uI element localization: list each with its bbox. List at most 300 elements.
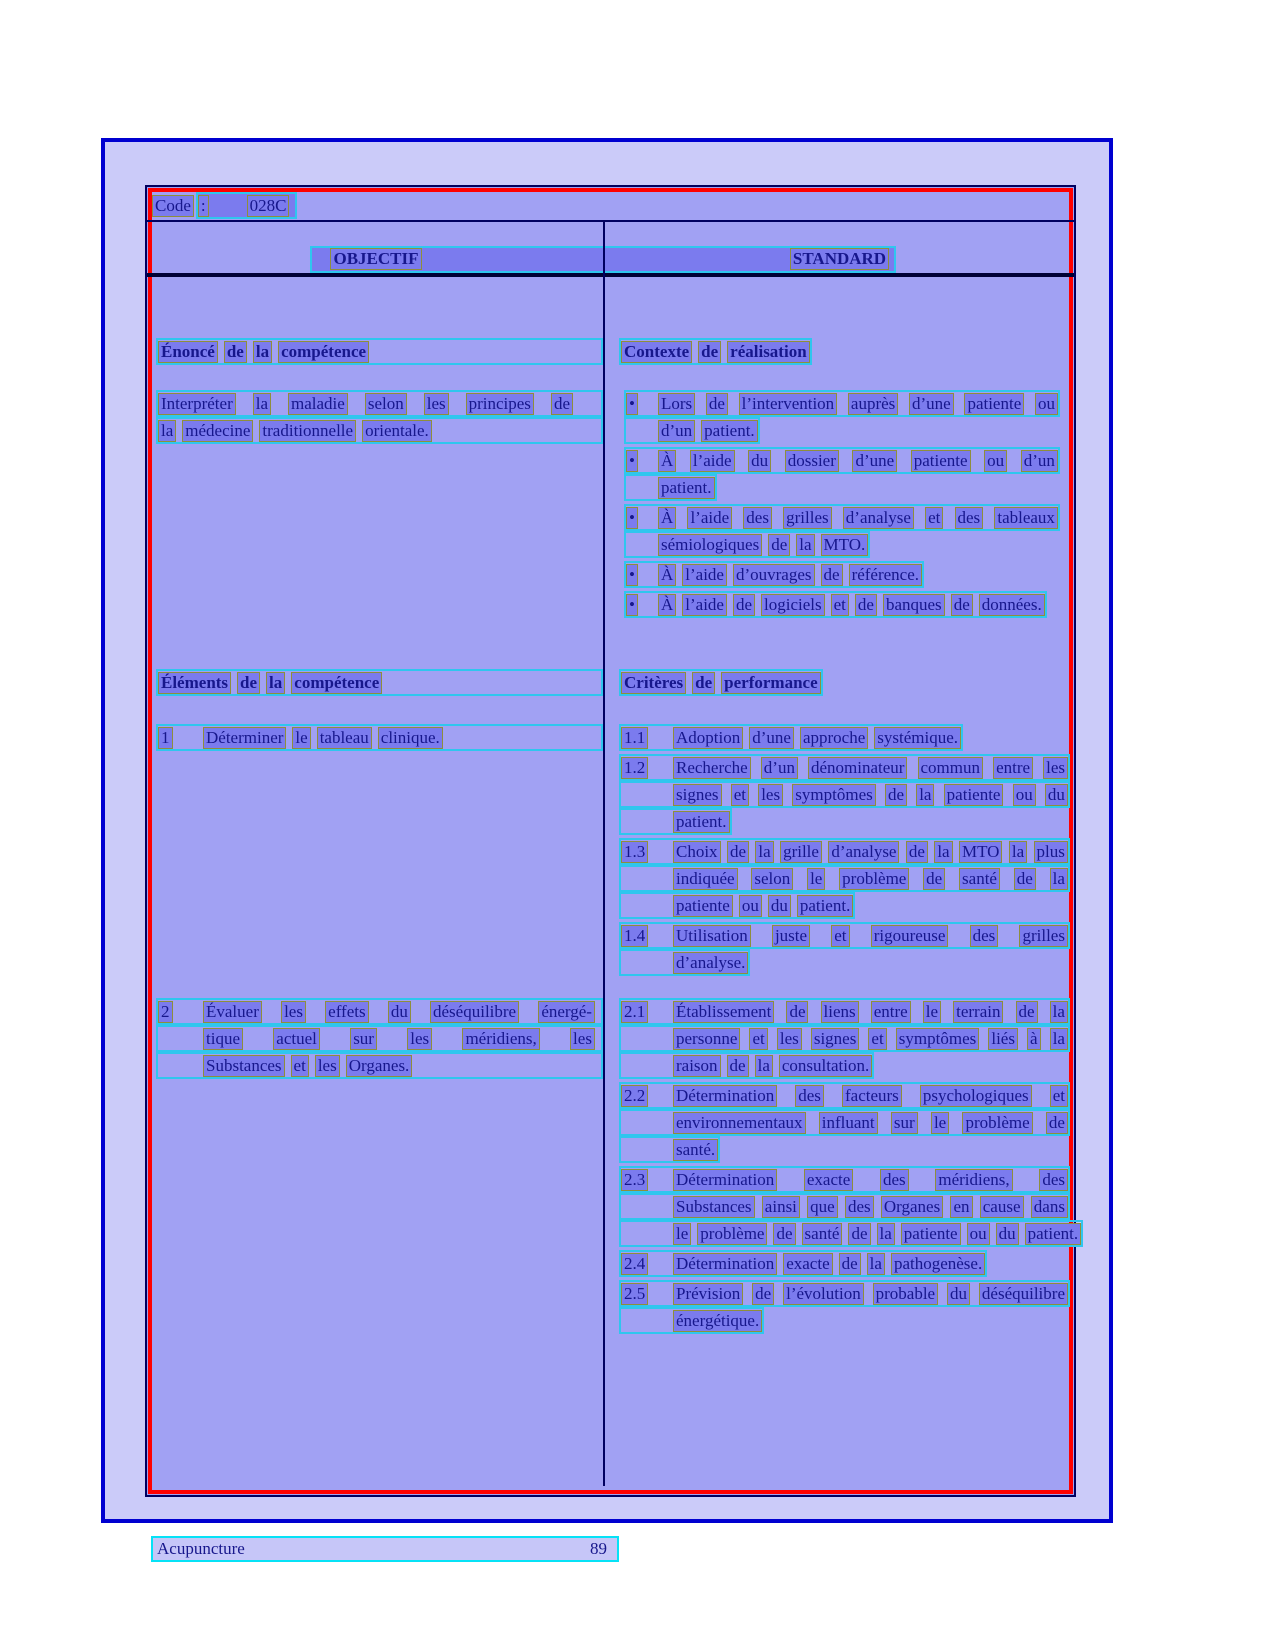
text-line — [619, 1166, 1070, 1193]
text-line — [624, 531, 870, 558]
word: terrain — [953, 1001, 1003, 1023]
numbered-item — [619, 922, 1070, 976]
word: raison — [673, 1055, 721, 1077]
word: les — [758, 784, 783, 806]
word: maladie — [288, 393, 348, 415]
word: de — [855, 594, 877, 616]
word: de — [727, 841, 749, 863]
word: la — [877, 1223, 895, 1245]
text-line — [619, 949, 750, 976]
word: la — [1050, 1001, 1068, 1023]
numbered-item — [619, 1166, 1083, 1247]
text-line — [619, 724, 963, 751]
text-line — [156, 669, 603, 696]
word: de — [237, 672, 260, 694]
word: 2.3 — [621, 1169, 648, 1191]
text-line — [619, 338, 812, 365]
word: principes — [466, 393, 534, 415]
word: d’un — [1021, 450, 1058, 472]
word: d’une — [852, 450, 897, 472]
word: et — [291, 1055, 309, 1077]
text-line — [156, 998, 603, 1025]
word: exacte — [804, 1169, 853, 1191]
word: du — [768, 895, 791, 917]
word: d’une — [749, 727, 794, 749]
word: et — [868, 1028, 886, 1050]
word: les — [315, 1055, 340, 1077]
item-number — [158, 727, 203, 749]
word: le — [923, 1001, 941, 1023]
code-value: 028C — [247, 195, 290, 217]
word: et — [831, 925, 849, 947]
numbered-item — [619, 1250, 1083, 1277]
word: de — [773, 1223, 795, 1245]
word: patient. — [1025, 1223, 1082, 1245]
word: 2.5 — [621, 1283, 648, 1305]
word: Utilisation — [673, 925, 751, 947]
word: l’aide — [690, 450, 735, 472]
competency-element — [156, 724, 603, 754]
text-line — [619, 1136, 720, 1163]
word: Établissement — [673, 1001, 774, 1023]
word: Éléments — [158, 672, 231, 694]
word: Choix — [673, 841, 721, 863]
word: sémiologiques — [658, 534, 762, 556]
word: symptômes — [896, 1028, 979, 1050]
word: Détermination — [673, 1169, 777, 1191]
word: consultation. — [779, 1055, 872, 1077]
numbered-item — [619, 1280, 1083, 1334]
text-line — [619, 865, 1070, 892]
word: Prévision — [673, 1283, 743, 1305]
text-line — [619, 1082, 1070, 1109]
bullet-item — [624, 504, 1060, 558]
word: indiquée — [673, 868, 738, 890]
text-line — [619, 1193, 1070, 1220]
text-line — [624, 591, 1047, 618]
word: et — [749, 1028, 767, 1050]
word: de — [821, 564, 843, 586]
word: énergétique. — [673, 1310, 762, 1332]
bullet-marker — [626, 450, 658, 472]
numbered-item — [619, 754, 1070, 835]
word: ou — [967, 1223, 990, 1245]
item-number — [621, 1001, 673, 1023]
section-heading — [619, 669, 823, 696]
word: des — [1039, 1169, 1068, 1191]
word: du — [388, 1001, 411, 1023]
bullet-marker — [626, 393, 658, 415]
word: dossier — [785, 450, 839, 472]
text-line — [619, 1109, 1070, 1136]
word: de — [951, 594, 973, 616]
word: des — [955, 507, 984, 529]
word: patiente — [901, 1223, 961, 1245]
word: influant — [819, 1112, 878, 1134]
competency-table — [145, 185, 1079, 1497]
performance-criteria-group — [619, 998, 1083, 1337]
word: des — [880, 1169, 909, 1191]
word: À — [658, 564, 676, 586]
text-line — [156, 338, 603, 365]
word: signes — [673, 784, 722, 806]
text-line — [619, 781, 1070, 808]
word: tique — [203, 1028, 243, 1050]
word: • — [626, 450, 638, 472]
text-line — [619, 922, 1070, 949]
bullet-marker — [626, 507, 658, 529]
item-number — [158, 1001, 203, 1023]
section-heading — [619, 338, 812, 365]
performance-criteria-group — [619, 724, 1070, 979]
word: Recherche — [673, 757, 751, 779]
word: À — [658, 594, 676, 616]
word: ou — [1035, 393, 1058, 415]
numbered-item — [619, 998, 1083, 1079]
word: systémique. — [874, 727, 961, 749]
word: d’analyse. — [673, 952, 748, 974]
bullet-item — [624, 447, 1060, 501]
word: Déterminer — [203, 727, 286, 749]
word: tableau — [317, 727, 372, 749]
word: À — [658, 507, 676, 529]
code-selection-band — [196, 192, 298, 219]
word: approche — [800, 727, 868, 749]
paragraph-item — [156, 390, 603, 444]
word: les — [281, 1001, 306, 1023]
word: et — [1050, 1085, 1068, 1107]
item-number — [621, 757, 673, 779]
word: en — [950, 1196, 972, 1218]
word: pathogenèse. — [891, 1253, 985, 1275]
word: patient. — [673, 811, 730, 833]
text-line — [619, 838, 1070, 865]
word: que — [807, 1196, 838, 1218]
word: compétence — [278, 341, 369, 363]
standard-label: STANDARD — [790, 248, 889, 270]
code-row-divider — [147, 220, 1074, 222]
word: de — [1046, 1112, 1068, 1134]
word: la — [755, 841, 773, 863]
word: les — [1043, 757, 1068, 779]
word: 1.1 — [621, 727, 648, 749]
code-colon: : — [198, 195, 209, 217]
header-row-underline — [147, 273, 1074, 277]
word: d’un — [658, 420, 695, 442]
word: de — [786, 1001, 808, 1023]
word: le — [807, 868, 825, 890]
word: d’analyse — [828, 841, 899, 863]
numbered-item — [619, 838, 1070, 919]
numbered-item — [619, 724, 1070, 751]
word: Lors — [658, 393, 695, 415]
word: la — [158, 420, 176, 442]
word: liés — [988, 1028, 1018, 1050]
word: les — [777, 1028, 802, 1050]
word: Évaluer — [203, 1001, 262, 1023]
context-bullet-list — [624, 390, 1060, 621]
word: 1.3 — [621, 841, 648, 863]
section-heading — [156, 338, 603, 365]
word: Organes — [881, 1196, 943, 1218]
word: problème — [697, 1223, 767, 1245]
word: auprès — [848, 393, 898, 415]
word: ou — [739, 895, 762, 917]
word: dans — [1031, 1196, 1068, 1218]
word: de — [727, 1055, 749, 1077]
word: • — [626, 564, 638, 586]
bullet-item — [624, 390, 1060, 444]
bullet-item — [624, 561, 1060, 588]
text-line — [624, 474, 717, 501]
word: Substances — [673, 1196, 755, 1218]
numbered-item — [156, 998, 603, 1079]
word: banques — [883, 594, 945, 616]
word: du — [996, 1223, 1019, 1245]
text-line — [619, 669, 823, 696]
word: psychologiques — [920, 1085, 1032, 1107]
text-line — [624, 504, 1060, 531]
word: de — [906, 841, 928, 863]
word: Substances — [203, 1055, 285, 1077]
word: effets — [325, 1001, 368, 1023]
word: et — [831, 594, 849, 616]
word: l’aide — [682, 564, 727, 586]
word: grilles — [1019, 925, 1068, 947]
word: performance — [721, 672, 820, 694]
word: 1.4 — [621, 925, 648, 947]
word: des — [743, 507, 772, 529]
text-line — [619, 1220, 1083, 1247]
word: exacte — [783, 1253, 832, 1275]
text-line — [156, 1025, 603, 1052]
word: données. — [979, 594, 1045, 616]
word: clinique. — [378, 727, 443, 749]
word: problème — [839, 868, 909, 890]
word: les — [424, 393, 449, 415]
word: de — [768, 534, 790, 556]
word: symptômes — [792, 784, 875, 806]
word: probable — [873, 1283, 938, 1305]
word: énergé- — [538, 1001, 595, 1023]
text-line — [156, 390, 603, 417]
word: le — [673, 1223, 691, 1245]
word: entre — [871, 1001, 911, 1023]
word: la — [253, 341, 272, 363]
word: Interpréter — [158, 393, 236, 415]
word: 2.4 — [621, 1253, 648, 1275]
word: ainsi — [762, 1196, 800, 1218]
word: de — [692, 672, 715, 694]
word: traditionnelle — [259, 420, 356, 442]
item-number — [621, 841, 673, 863]
word: des — [845, 1196, 874, 1218]
word: méridiens, — [462, 1028, 539, 1050]
word: grille — [780, 841, 822, 863]
word: la — [1050, 1028, 1068, 1050]
column-header-objectif — [147, 248, 605, 270]
numbered-item — [619, 1082, 1083, 1163]
word: sur — [891, 1112, 918, 1134]
word: Contexte — [621, 341, 692, 363]
word: et — [731, 784, 749, 806]
word: du — [947, 1283, 970, 1305]
word: sur — [350, 1028, 377, 1050]
text-line — [619, 754, 1070, 781]
word: et — [925, 507, 943, 529]
word: Énoncé — [158, 341, 218, 363]
word: 2 — [158, 1001, 173, 1023]
text-line — [619, 808, 732, 835]
word: problème — [962, 1112, 1032, 1134]
word: l’intervention — [739, 393, 838, 415]
word: d’ouvrages — [733, 564, 815, 586]
word: santé. — [673, 1139, 718, 1161]
word: 1.2 — [621, 757, 648, 779]
word: les — [407, 1028, 432, 1050]
competency-element — [156, 998, 603, 1082]
word: l’évolution — [783, 1283, 864, 1305]
word: de — [733, 594, 755, 616]
word: la — [1009, 841, 1027, 863]
word: référence. — [849, 564, 922, 586]
word: patiente — [944, 784, 1004, 806]
word: logiciels — [761, 594, 825, 616]
word: la — [253, 393, 271, 415]
word: la — [867, 1253, 885, 1275]
text-line — [624, 447, 1060, 474]
code-row — [152, 192, 297, 219]
statement-paragraph — [156, 390, 603, 447]
text-line — [619, 1280, 1070, 1307]
item-number — [621, 1253, 673, 1275]
numbered-item — [156, 724, 603, 751]
text-line — [156, 417, 603, 444]
text-line — [624, 417, 760, 444]
section-heading — [156, 669, 603, 696]
word: la — [266, 672, 285, 694]
word: selon — [751, 868, 793, 890]
word: • — [626, 594, 638, 616]
word: de — [752, 1283, 774, 1305]
word: à — [1027, 1028, 1041, 1050]
word: tableaux — [994, 507, 1058, 529]
word: Adoption — [673, 727, 743, 749]
item-number — [621, 925, 673, 947]
word: de — [706, 393, 728, 415]
word: MTO — [959, 841, 1002, 863]
word: patient. — [658, 477, 715, 499]
word: cause — [980, 1196, 1024, 1218]
text-line — [619, 1307, 764, 1334]
word: le — [931, 1112, 949, 1134]
text-line — [619, 892, 855, 919]
page-footer — [151, 1536, 619, 1562]
word: d’analyse — [843, 507, 914, 529]
bullet-item — [624, 591, 1060, 618]
word: déséquilibre — [979, 1283, 1068, 1305]
word: patiente — [964, 393, 1024, 415]
word: l’aide — [687, 507, 732, 529]
word: médecine — [182, 420, 253, 442]
text-line — [619, 1052, 874, 1079]
word: d’un — [761, 757, 798, 779]
code-label: Code — [152, 195, 194, 217]
word: actuel — [273, 1028, 320, 1050]
footer-title: Acupuncture — [157, 1539, 245, 1558]
column-header-standard — [605, 248, 1074, 270]
word: patiente — [673, 895, 733, 917]
word: personne — [673, 1028, 740, 1050]
objectif-label: OBJECTIF — [330, 248, 421, 270]
word: orientale. — [362, 420, 432, 442]
word: 2.2 — [621, 1085, 648, 1107]
word: rigoureuse — [871, 925, 949, 947]
word: de — [551, 393, 573, 415]
document-page — [101, 138, 1113, 1523]
word: signes — [811, 1028, 860, 1050]
word: les — [570, 1028, 595, 1050]
word: Détermination — [673, 1085, 777, 1107]
word: le — [292, 727, 310, 749]
word: la — [1050, 868, 1068, 890]
footer-page-number: 89 — [590, 1539, 607, 1558]
word: déséquilibre — [430, 1001, 519, 1023]
word: de — [1016, 1001, 1038, 1023]
word: liens — [821, 1001, 859, 1023]
text-line — [156, 724, 603, 751]
text-line — [619, 998, 1070, 1025]
item-number — [621, 1283, 673, 1305]
word: 1 — [158, 727, 173, 749]
word: environnementaux — [673, 1112, 806, 1134]
word: juste — [772, 925, 810, 947]
word: la — [755, 1055, 773, 1077]
word: de — [885, 784, 907, 806]
word: d’une — [909, 393, 954, 415]
word: la — [796, 534, 814, 556]
word: selon — [365, 393, 407, 415]
word: grilles — [783, 507, 832, 529]
word: facteurs — [842, 1085, 902, 1107]
word: commun — [918, 757, 984, 779]
bullet-marker — [626, 594, 658, 616]
word: de — [839, 1253, 861, 1275]
word: de — [698, 341, 721, 363]
item-number — [621, 1085, 673, 1107]
word: santé — [802, 1223, 843, 1245]
word: patient. — [797, 895, 854, 917]
word: patient. — [701, 420, 758, 442]
word: À — [658, 450, 676, 472]
text-line — [619, 1250, 987, 1277]
word: des — [795, 1085, 824, 1107]
word: entre — [993, 757, 1033, 779]
text-line — [624, 390, 1060, 417]
word: patiente — [911, 450, 971, 472]
word: la — [916, 784, 934, 806]
text-line — [619, 1025, 1070, 1052]
bullet-marker — [626, 564, 658, 586]
word: ou — [984, 450, 1007, 472]
item-number — [621, 1169, 673, 1191]
word: Critères — [621, 672, 686, 694]
word: • — [626, 393, 638, 415]
word: la — [934, 841, 952, 863]
word: du — [748, 450, 771, 472]
word: MTO. — [821, 534, 869, 556]
word: dénominateur — [808, 757, 907, 779]
